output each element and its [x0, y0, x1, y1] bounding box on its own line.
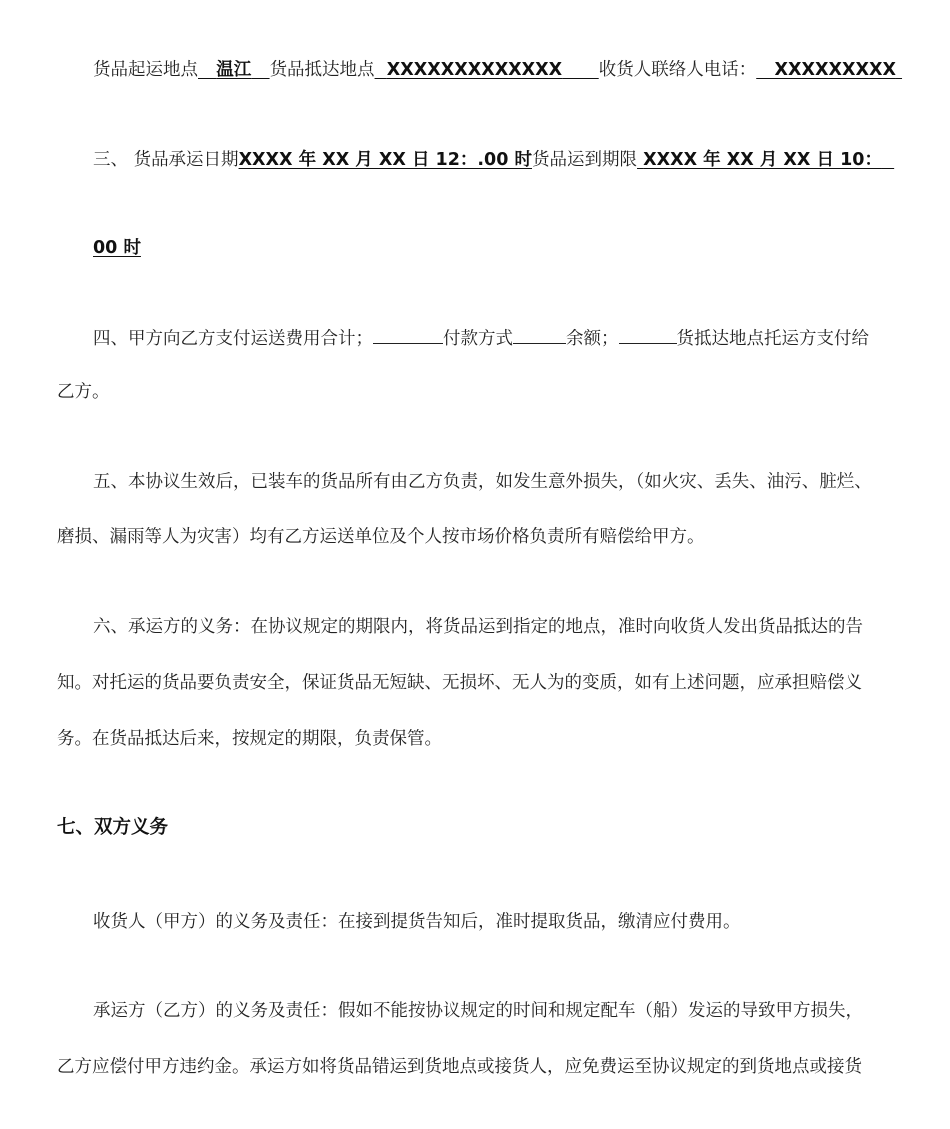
- section-6-line-1: 六、承运方的义务：在协议规定的期限内，将货品运到指定的地点，准时向收货人发出货品抵达的告: [93, 617, 863, 637]
- consignee-obligation: 收货人（甲方）的义务及责任：在接到提货告知后，准时提取货品，缴清应付费用。: [93, 912, 741, 932]
- destination-label: 货品抵达地点: [269, 60, 375, 80]
- section-4-text-e: 乙方。: [57, 382, 110, 402]
- carrier-obligation-line-2: 乙方应偿付甲方违约金。承运方如将货品错运到货地点或接货人，应免费运至协议规定的到货地点或接货: [57, 1057, 862, 1077]
- section-6-line-3: 务。在货品抵达后来，按规定的期限，负责保管。: [57, 729, 442, 749]
- section-5-line-1: 五、本协议生效后，已装车的货品所有由乙方负责，如发生意外损失，（如火灾、丢失、油污、脏烂、: [93, 472, 872, 492]
- section-4-text-a: 四、甲方向乙方支付运送费用合计；: [93, 329, 373, 349]
- section-3-prefix: 三、 货品承运日期: [93, 150, 239, 170]
- section-3-line: [93, 148, 894, 172]
- destination-value: XXXXXXXXXXXXX: [386, 60, 563, 80]
- shipping-info-line: [93, 58, 902, 82]
- balance-blank: [619, 325, 677, 344]
- section-4-line: [93, 325, 869, 351]
- section-4-text-d: 货抵达地点托运方支付给: [676, 329, 869, 349]
- deadline-label: 货品运到期限: [532, 150, 638, 170]
- origin-value: 温江: [216, 60, 252, 80]
- deadline-value-part2: 00 时: [93, 238, 141, 258]
- section-4-text-b: 付款方式: [443, 329, 513, 349]
- ship-date-value: XXXX 年 XX 月 XX 日 12：.00 时: [238, 150, 533, 170]
- carrier-obligation-line-1: 承运方（乙方）的义务及责任：假如不能按协议规定的时间和规定配车（船）发运的导致甲方损失，: [93, 1001, 863, 1021]
- deadline-value-part1: XXXX 年 XX 月 XX 日 10：: [643, 150, 882, 170]
- total-fee-blank: [373, 325, 443, 344]
- section-4-text-c: 余额；: [566, 329, 619, 349]
- payment-method-blank: [513, 325, 566, 344]
- section-5-line-2: 磨损、漏雨等人为灾害）均有乙方运送单位及个人按市场价格负责所有赔偿给甲方。: [57, 527, 705, 547]
- section-6-line-2: 知。对托运的货品要负责安全，保证货品无短缺、无损坏、无人为的变质，如有上述问题，应承担赔偿义: [57, 673, 862, 693]
- section-7-heading: 七、双方义务: [57, 817, 169, 838]
- origin-label: 货品起运地点: [93, 60, 198, 80]
- phone-label: 收货人联络人电话：: [598, 60, 757, 80]
- phone-value: XXXXXXXXX: [774, 60, 896, 80]
